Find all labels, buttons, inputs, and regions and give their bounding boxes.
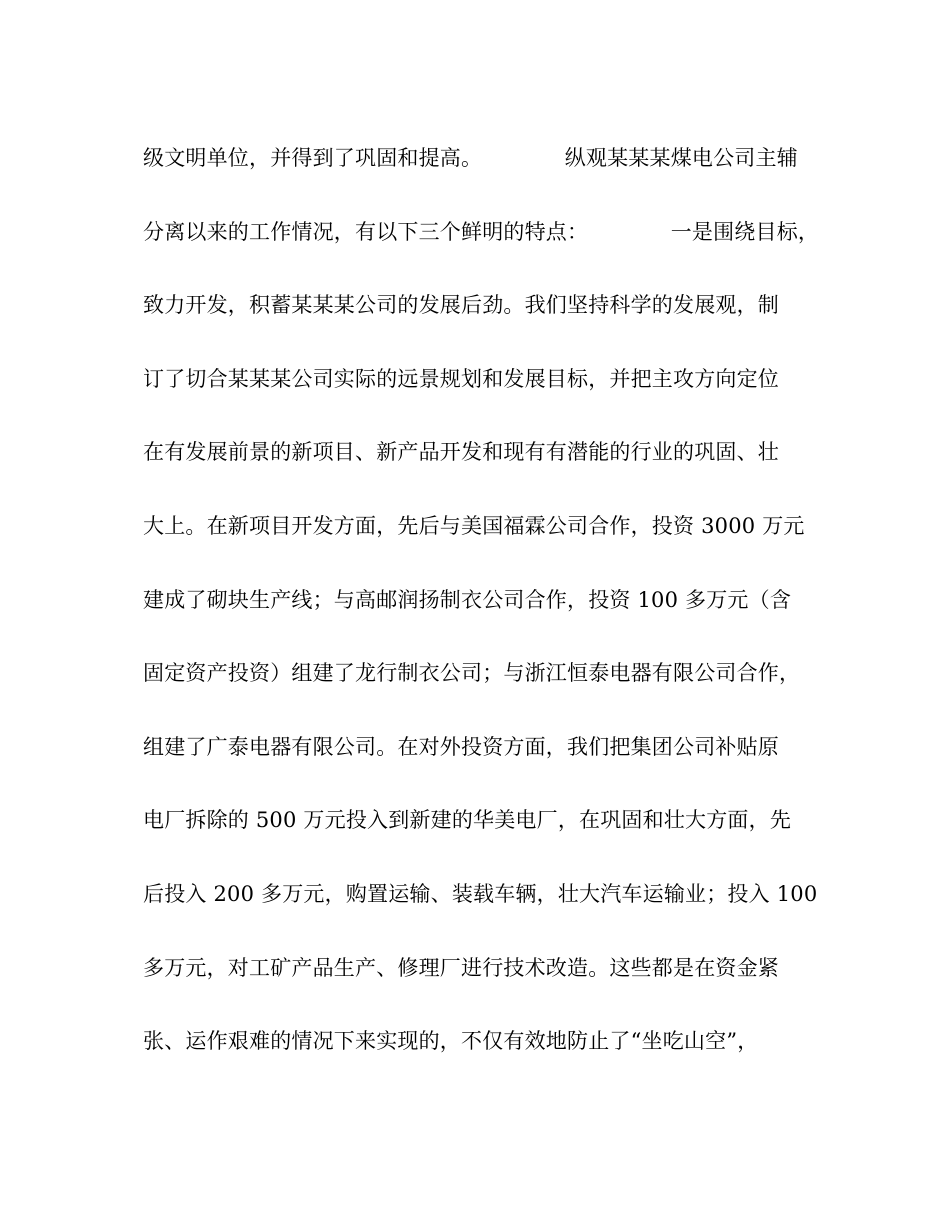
text-line-9: 组建了广泰电器有限公司。在对外投资方面，我们把集团公司补贴原 — [143, 734, 779, 759]
text-line-12: 多万元，对工矿产品生产、修理厂进行技术改造。这些都是在资金紧 — [143, 955, 779, 980]
text-line-10: 电厂拆除的 500 万元投入到新建的华美电厂，在巩固和壮大方面，先 — [143, 808, 792, 833]
text-line-1: 级文明单位，并得到了巩固和提高。 纵观某某某煤电公司主辅 — [143, 146, 798, 170]
text-line-8: 固定资产投资）组建了龙行制衣公司；与浙江恒泰电器有限公司合作， — [143, 661, 801, 686]
text-line-11: 后投入 200 多万元，购置运输、装载车辆，壮大汽车运输业；投入 100 — [143, 881, 818, 906]
text-line-6: 大上。在新项目开发方面，先后与美国福霖公司合作，投资 3000 万元 — [143, 513, 805, 538]
text-line-13: 张、运作艰难的情况下来实现的，不仅有效地防止了“坐吃山空”， — [143, 1029, 759, 1054]
text-line-4: 订了切合某某某公司实际的远景规划和发展目标，并把主攻方向定位 — [143, 366, 779, 391]
text-line-3: 致力开发，积蓄某某某公司的发展后劲。我们坚持科学的发展观，制 — [143, 293, 779, 318]
body-text — [143, 138, 823, 1095]
text-line-7: 建成了砌块生产线；与高邮润扬制衣公司合作，投资 100 多万元（含 — [143, 587, 792, 612]
text-line-2: 分离以来的工作情况，有以下三个鲜明的特点： 一是围绕目标， — [143, 219, 820, 244]
text-line-5: 在有发展前景的新项目、新产品开发和现有有潜能的行业的巩固、壮 — [143, 440, 779, 465]
